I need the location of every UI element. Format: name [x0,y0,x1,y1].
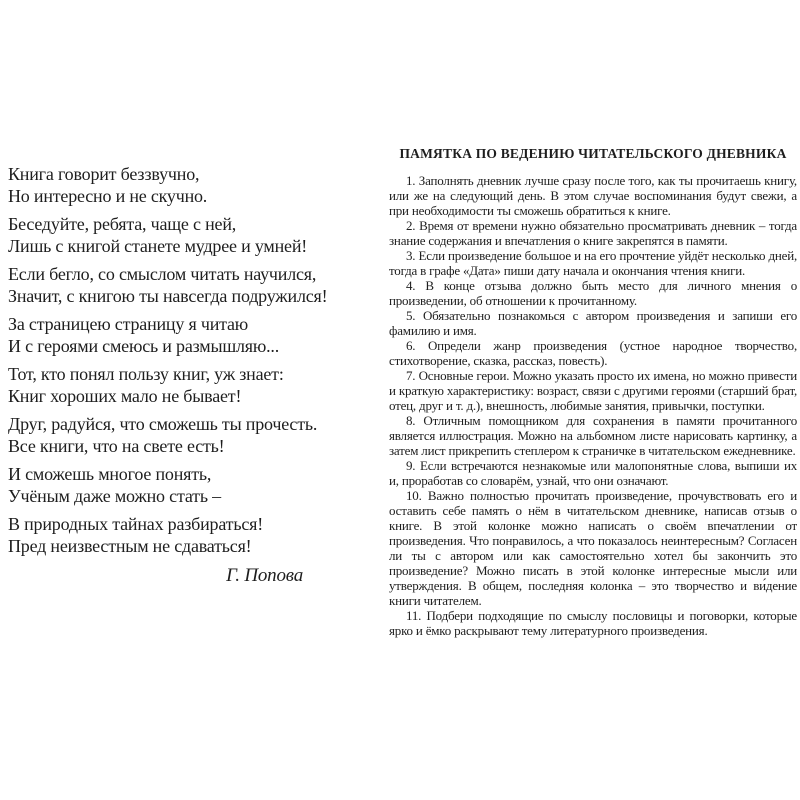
poem-author-signature: Г. Попова [226,565,303,586]
poem [8,163,353,606]
poem-line: Учёным даже можно стать – [8,486,221,506]
memo-item-4: 4. В конце отзыва должно быть место для личного мнения о произведении, об отношении к прочитанному. [389,278,797,308]
poem-line: Значит, с книгою ты навсегда подружился! [8,286,328,306]
poem-stanza [8,463,353,507]
poem-line: Тот, кто понял пользу книг, уж знает: [8,364,284,384]
poem-stanza [8,413,353,457]
poem-line: И с героями смеюсь и размышляю... [8,336,280,356]
memo-title: ПАМЯТКА ПО ВЕДЕНИЮ ЧИТАТЕЛЬСКОГО ДНЕВНИКА [399,146,787,161]
poem-line: Книга говорит беззвучно, [8,164,200,184]
poem-stanza [8,263,353,307]
memo-item-5: 5. Обязательно познакомься с автором произведения и запиши его фамилию и имя. [389,308,797,338]
poem-line: Книг хороших мало не бывает! [8,386,242,406]
poem-stanza [8,313,353,357]
memo-item-10: 10. Важно полностью прочитать произведение, прочувствовать его и оставить себе память о нём в читательском дневнике, написав отзыв о книге. В этой колонке можно написать о своём впечатлении от произведения. Что понравилось, а что показалось неинтересным? Согласен ли ты с автором или как самостоятельно хотел бы закончить это произведение? Можно писать в этой колонке интересные мысли или утверждения. В общем, последняя колонка – это творчество и ви́дение книги читателем. [389,488,797,608]
poem-line: Все книги, что на свете есть! [8,436,225,456]
poem-line: Друг, радуйся, что сможешь ты прочесть. [8,414,318,434]
poem-line: В природных тайнах разбираться! [8,514,264,534]
poem-line: Лишь с книгой станете мудрее и умней! [8,236,308,256]
memo [389,146,797,638]
poem-stanza [8,213,353,257]
poem-stanza [8,363,353,407]
poem-stanza [8,513,353,557]
poem-line: Пред неизвестным не сдаваться! [8,536,252,556]
poem-line: Если бегло, со смыслом читать научился, [8,264,317,284]
memo-item-3: 3. Если произведение большое и на его прочтение уйдёт несколько дней, тогда в графе «Дата» пиши дату начала и окончания чтения книги. [389,248,797,278]
memo-item-1: 1. Заполнять дневник лучше сразу после того, как ты прочитаешь книгу, или же на следующий день. В этом случае воспоминания будут свежи, а при необходимости ты сможешь обратиться к книге. [389,173,797,218]
memo-item-9: 9. Если встречаются незнакомые или малопонятные слова, выпиши их и, проработав со словарём, узнай, что они означают. [389,458,797,488]
poem-line: За страницею страницу я читаю [8,314,249,334]
memo-item-11: 11. Подбери подходящие по смыслу пословицы и поговорки, которые ярко и ёмко раскрывают тему литературного произведения. [389,608,797,638]
poem-line: Но интересно и не скучно. [8,186,208,206]
poem-line: Беседуйте, ребята, чаще с ней, [8,214,237,234]
memo-item-8: 8. Отличным помощником для сохранения в памяти прочитанного является иллюстрация. Можно на альбомном листе нарисовать картинку, а затем лист прикрепить степлером к страничке в читательском ежедневнике. [389,413,797,458]
memo-item-7: 7. Основные герои. Можно указать просто их имена, но можно привести и краткую характеристику: возраст, связи с другими героями (старший брат, отец, друг и т. д.), внешность, любимые занятия, привычки, поступки. [389,368,797,413]
poem-stanza [8,163,353,207]
memo-item-2: 2. Время от времени нужно обязательно просматривать дневник – тогда знание содержания и впечатления о книге закрепятся в памяти. [389,218,797,248]
poem-line: И сможешь многое понять, [8,464,212,484]
memo-item-6: 6. Определи жанр произведения (устное народное творчество, стихотворение, сказка, рассказ, повесть). [389,338,797,368]
